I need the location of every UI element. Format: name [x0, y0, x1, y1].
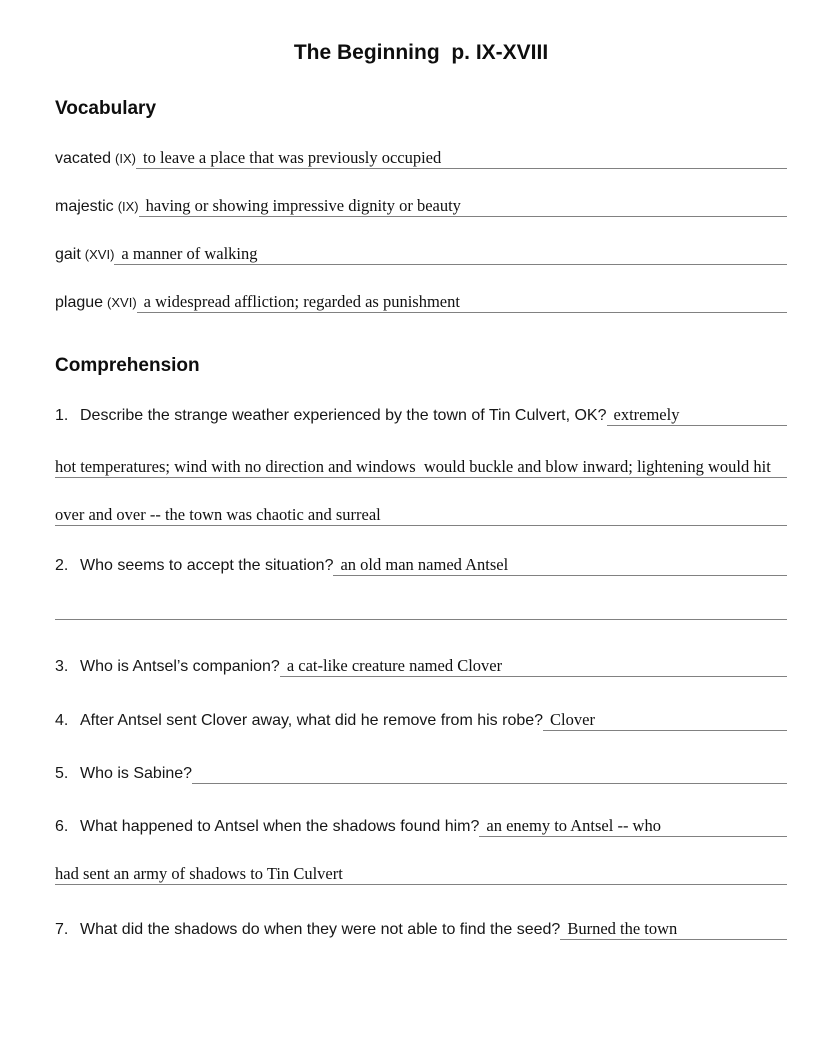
answer-text: a cat-like creature named Clover	[286, 656, 503, 675]
answer-text: Burned the town	[567, 919, 678, 938]
page-title: The Beginning p. IX-XVIII	[293, 41, 549, 64]
vocab-word: vacated	[55, 150, 112, 167]
question-row	[55, 816, 787, 837]
vocab-answer-line	[139, 196, 787, 217]
question-row	[55, 656, 787, 677]
vocab-answer-line	[137, 292, 787, 313]
question-number: 1.	[55, 407, 69, 424]
answer-text: an old man named Antsel	[340, 555, 509, 574]
question-text: Describe the strange weather experienced by the town of Tin Culvert, OK?	[80, 407, 607, 424]
vocab-answer-line	[136, 148, 787, 169]
vocab-row	[55, 196, 787, 217]
answer-line	[333, 555, 787, 576]
vocab-page-ref: (IX)	[115, 151, 136, 166]
question-text: What happened to Antsel when the shadows found him?	[80, 818, 480, 835]
vocab-word: gait	[55, 246, 81, 263]
question-number: 3.	[55, 658, 69, 675]
vocab-row	[55, 148, 787, 169]
answer-line	[479, 816, 787, 837]
answer-line	[543, 710, 787, 731]
vocab-word: plague	[55, 294, 104, 311]
question-row	[55, 405, 787, 426]
vocab-row	[55, 292, 787, 313]
question-number: 6.	[55, 818, 69, 835]
question-number: 2.	[55, 557, 69, 574]
question-row	[55, 710, 787, 731]
question-text: What did the shadows do when they were not able to find the seed?	[80, 921, 561, 938]
answer-continuation-line	[55, 864, 787, 885]
answer-text: extremely	[613, 405, 680, 424]
section-heading-vocabulary: Vocabulary	[55, 98, 157, 119]
answer-text: Clover	[550, 710, 595, 729]
question-text: Who seems to accept the situation?	[80, 557, 334, 574]
vocab-word: majestic	[55, 198, 114, 215]
answer-line	[192, 763, 787, 784]
question-text: After Antsel sent Clover away, what did he remove from his robe?	[80, 712, 544, 729]
answer-text: an enemy to Antsel -- who	[486, 816, 661, 835]
section-heading-comprehension: Comprehension	[55, 355, 200, 376]
vocab-page-ref: (XVI)	[84, 247, 115, 262]
vocab-answer-line	[114, 244, 787, 265]
answer-line	[607, 405, 788, 426]
vocab-row	[55, 244, 787, 265]
question-row	[55, 555, 787, 576]
question-number: 7.	[55, 921, 69, 938]
vocab-page-ref: (XVI)	[107, 295, 137, 310]
answer-text: hot temperatures; wind with no direction and windows would buckle and blow inward; lightening would hit	[55, 457, 771, 476]
question-row	[55, 763, 787, 784]
vocab-definition: a widespread affliction; regarded as punishment	[143, 292, 460, 311]
vocab-definition: having or showing impressive dignity or beauty	[145, 196, 461, 215]
answer-continuation-line	[55, 505, 787, 526]
question-number: 5.	[55, 765, 69, 782]
question-number: 4.	[55, 712, 69, 729]
answer-line	[560, 919, 787, 940]
answer-text: over and over -- the town was chaotic and surreal	[55, 505, 381, 524]
question-text: Who is Antsel’s companion?	[80, 658, 280, 675]
vocab-definition: a manner of walking	[121, 244, 258, 263]
answer-text: had sent an army of shadows to Tin Culvert	[55, 864, 343, 883]
vocab-definition: to leave a place that was previously occupied	[143, 148, 442, 167]
answer-continuation-line	[55, 457, 787, 478]
vocab-page-ref: (IX)	[117, 199, 139, 214]
question-text: Who is Sabine?	[80, 765, 193, 782]
answer-line	[280, 656, 787, 677]
question-row	[55, 919, 787, 940]
answer-blank-line	[55, 599, 787, 620]
